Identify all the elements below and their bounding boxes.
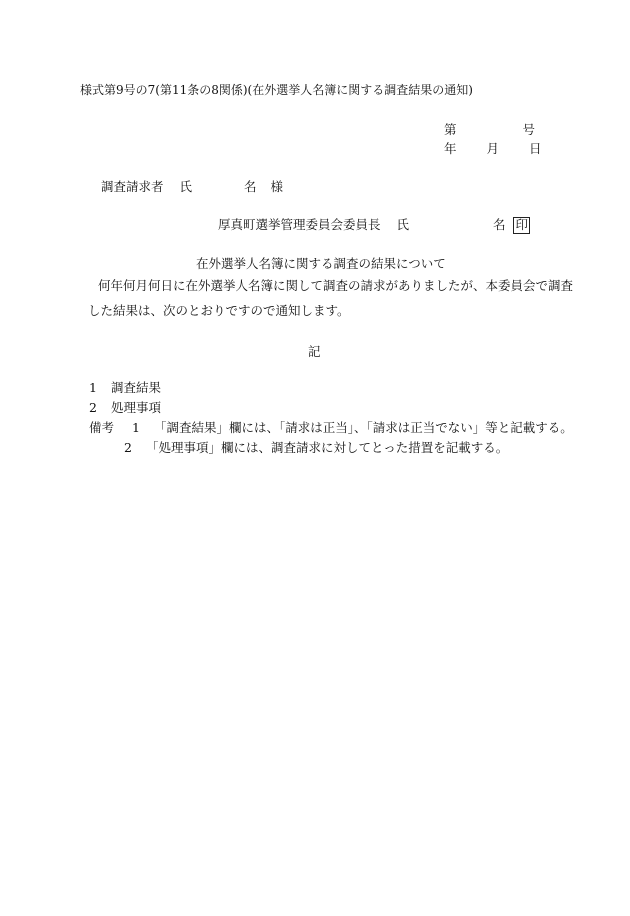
item-text: 処理事項 xyxy=(110,400,161,415)
remarks-label: 備考 xyxy=(89,420,115,435)
number-prefix: 第 xyxy=(444,122,457,137)
document-date xyxy=(444,143,541,156)
remark-number: 1 xyxy=(131,420,140,435)
sender-title: 厚真町選挙管理委員会委員長 xyxy=(218,217,381,232)
addressee-label: 調査請求者 xyxy=(101,179,164,194)
addressee-honorific: 様 xyxy=(270,179,283,194)
body-text-line-2: した結果は、次のとおりですので通知します。 xyxy=(88,303,350,318)
date-year: 年 xyxy=(444,141,457,156)
seal-mark: 印 xyxy=(515,217,528,232)
addressee-shi: 氏 xyxy=(179,179,192,194)
list-item xyxy=(89,402,161,415)
remark-text: 「処理事項」欄には、調査請求に対してとった措置を記載する。 xyxy=(145,440,509,455)
remarks-line-1 xyxy=(89,422,573,435)
date-month: 月 xyxy=(486,141,499,156)
remark-number: 2 xyxy=(124,440,132,455)
remarks-line-2 xyxy=(124,442,508,455)
list-item xyxy=(89,382,161,395)
body-text-line-1: 何年何月何日に在外選挙人名簿に関して調査の請求がありましたが、本委員会で調査 xyxy=(98,278,574,293)
item-number: 2 xyxy=(89,400,97,415)
subject-title: 在外選挙人名簿に関する調査の結果について xyxy=(196,256,446,271)
sender-mei: 名 xyxy=(492,217,506,232)
item-text: 調査結果 xyxy=(110,380,161,395)
addressee-mei: 名 xyxy=(243,179,257,194)
form-header: 様式第9号の7(第11条の8関係)(在外選挙人名簿に関する調査結果の通知) xyxy=(80,83,473,97)
sender-line xyxy=(218,217,530,234)
remark-text: 「調査結果」欄には、「請求は正当」、「請求は正当でない」等と記載する。 xyxy=(153,420,573,435)
date-day: 日 xyxy=(528,141,542,156)
number-suffix: 号 xyxy=(522,122,535,137)
addressee-line xyxy=(101,181,283,194)
sender-shi: 氏 xyxy=(396,217,409,232)
item-number: 1 xyxy=(89,380,97,395)
document-number xyxy=(444,124,535,137)
ki-heading: 記 xyxy=(308,344,321,359)
